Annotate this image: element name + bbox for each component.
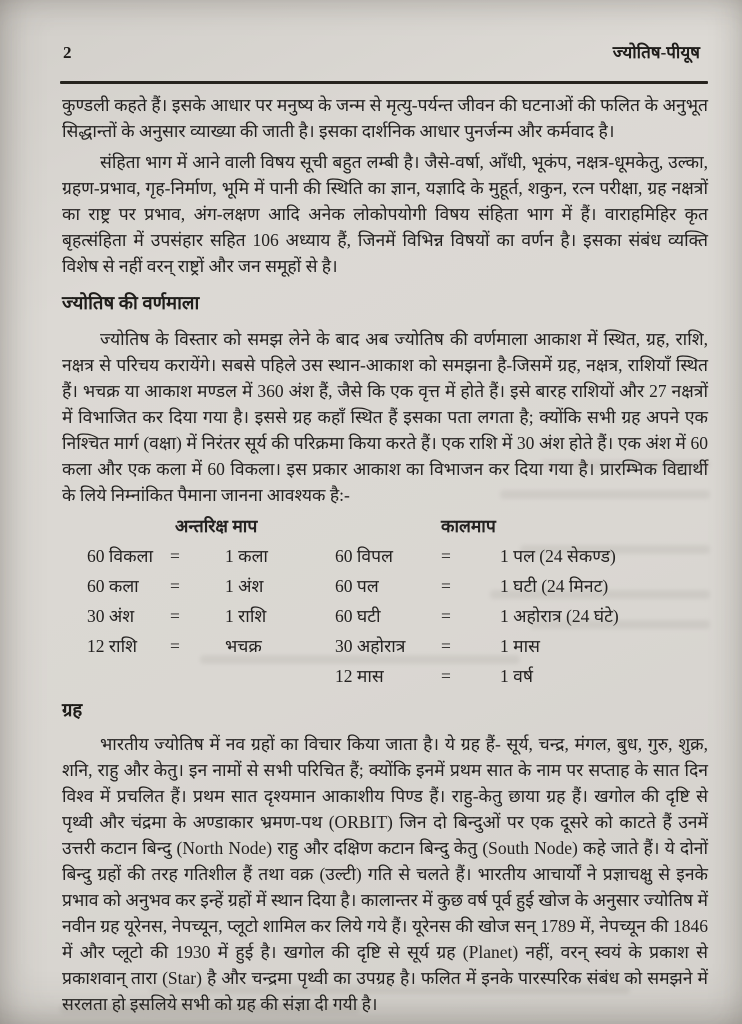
equals-sign: = (170, 636, 180, 656)
table-cell: 1 घटी (24 मिनट) (500, 576, 609, 596)
equals-sign: = (170, 576, 180, 596)
paragraph-grah: भारतीय ज्योतिष में नव ग्रहों का विचार किया जाता है। ये ग्रह हैं- सूर्य, चन्द्र, मंगल, बुध, गुरु, शुक्र, शनि, राहु और केतु। इन नामों से सभी परिचित हैं; क्योंकि इनमें प्रथम सात के नाम पर सप्ताह के सात दिन विश्व में प्रचलित हैं। प्रथम सात दृश्यमान आकाशीय पिण्ड हैं। राहु-केतु छाया ग्रह हैं। खगोल की दृष्टि से पृथ्वी और चंद्रमा के अण्डाकार भ्रमण-पथ (ORBIT) जिन दो बिन्दुओं पर एक दूसरे को काटते हैं उनमें उत्तरी कटान बिन्दु (North Node) राहु और दक्षिण कटान बिन्दु केतु (South Node) कहे जाते हैं। ये दोनों बिन्दु ग्रहों की तरह गतिशील हैं तथा वक्र (उल्टी) गति से चलते हैं। भारतीय आचार्यों ने प्रज्ञाचक्षु से इनके प्रभाव को अनुभव कर इन्हें ग्रहों में स्थान दिया है। कालान्तर में कुछ वर्ष पूर्व हुई खोज के अनुसार ज्योतिष में नवीन ग्रह यूरेनस, नेपच्यून, प्लूटो शामिल कर लिये गये हैं। यूरेनस की खोज सन् 1789 में, नेपच्यून की 1846 में और प्लूटो की 1930 में हुई है। खगोल की दृष्टि से सूर्य ग्रह (Planet) नहीं, वरन् स्वयं के प्रकाश से प्रकाशवान् तारा (Star) है और चन्द्रमा पृथ्वी का उपग्रह है। फलित में इनके पारस्परिक संबंध को समझने में सरलता हो इसलिये सभी को ग्रह की संज्ञा दी गयी है। (62, 734, 708, 1014)
table-cell: 1 अंश (225, 576, 264, 596)
running-title: ज्योतिष-पीयूष (612, 43, 700, 62)
equals-sign: = (441, 576, 451, 596)
header-rule (60, 81, 708, 84)
table-cell: 60 विकला (87, 546, 153, 566)
column-header-time-measure: कालमाप (441, 516, 496, 536)
table-cell: भचक्र (225, 636, 262, 656)
paragraph-samhita: संहिता भाग में आने वाली विषय सूची बहुत लम्बी है। जैसे-वर्षा, आँधी, भूकंप, नक्षत्र-धूमकेतु, उल्का, ग्रहण-प्रभाव, गृह-निर्माण, भूमि में पानी की स्थिति का ज्ञान, यज्ञादि के मुहूर्त, शकुन, रत्न परीक्षा, ग्रह नक्षत्रों का राष्ट्र पर प्रभाव, अंग-लक्षण आदि अनेक लोकोपयोगी विषय संहिता भाग में हैं। वाराहमिहिर कृत बृहत्संहिता में उपसंहार सहित 106 अध्याय हैं, जिनमें विभिन्न विषयों का वर्णन है। इसका संबंध व्यक्ति विशेष से नहीं वरन् राष्ट्रों और जन समूहों से है। (62, 152, 708, 276)
table-cell: 1 राशि (225, 606, 267, 626)
equals-sign: = (170, 546, 180, 566)
section-heading-varnamala: ज्योतिष की वर्णमाला (62, 294, 200, 314)
table-cell: 1 पल (24 सेकण्ड) (500, 546, 616, 566)
table-cell: 1 अहोरात्र (24 घंटे) (500, 606, 619, 626)
column-header-space-measure: अन्तरिक्ष माप (175, 516, 258, 536)
table-cell: 12 मास (335, 666, 384, 686)
equals-sign: = (441, 666, 451, 686)
measurement-table (62, 513, 708, 688)
equals-sign: = (441, 606, 451, 626)
table-cell: 30 अहोरात्र (335, 636, 406, 656)
table-cell: 60 विपल (335, 546, 393, 566)
table-cell: 60 घटी (335, 606, 381, 626)
table-cell: 12 राशि (87, 636, 137, 656)
measurement-table-header (62, 513, 708, 543)
table-cell: 60 कला (87, 576, 139, 596)
table-cell: 1 मास (500, 636, 540, 656)
table-cell (225, 663, 335, 688)
equals-sign: = (441, 546, 451, 566)
equals-sign: = (441, 636, 451, 656)
table-cell: 30 अंश (87, 606, 135, 626)
page-header (63, 40, 700, 63)
paragraph-kundali-continuation: कुण्डली कहते हैं। इसके आधार पर मनुष्य के जन्म से मृत्यु-पर्यन्त जीवन की घटनाओं की फलित के अनुभूत सिद्धान्तों के अनुसार व्याख्या की जाती है। इसका दार्शनिक आधार पुनर्जन्म और कर्मवाद है। (62, 95, 708, 141)
section-heading-grah: ग्रह (62, 701, 83, 721)
measurement-table-grid (62, 543, 708, 688)
table-cell: 1 वर्ष (500, 666, 533, 686)
paragraph-varnamala: ज्योतिष के विस्तार को समझ लेने के बाद अब ज्योतिष की वर्णमाला आकाश में स्थित, ग्रह, राशि, नक्षत्र से परिचय करायेंगे। सबसे पहिले उस स्थान-आकाश को समझना है-जिसमें ग्रह, नक्षत्र, राशियाँ स्थित हैं। भचक्र या आकाश मण्डल में 360 अंश हैं, जैसे कि एक वृत्त में होते हैं। इसे बारह राशियों और 27 नक्षत्रों में विभाजित कर दिया गया है। इससे ग्रह कहाँ स्थित हैं इसका पता लगता है; क्योंकि सभी ग्रह अपने एक निश्चित मार्ग (वक्षा) में निरंतर सूर्य की परिक्रमा किया करते हैं। एक राशि में 30 अंश होते हैं। एक अंश में 60 कला और एक कला में 60 विकला। इस प्रकार आकाश का विभाजन कर दिया गया है। प्रारम्भिक विद्यार्थी के लिये निम्नांकित पैमाना जानना आवश्यक है:- (62, 329, 708, 505)
page-body (62, 92, 708, 1022)
table-cell: 60 पल (335, 576, 379, 596)
equals-sign: = (170, 606, 180, 626)
table-cell: 1 कला (225, 546, 268, 566)
equals-sign (170, 663, 225, 688)
table-cell (87, 663, 170, 688)
page-number: 2 (63, 43, 72, 62)
